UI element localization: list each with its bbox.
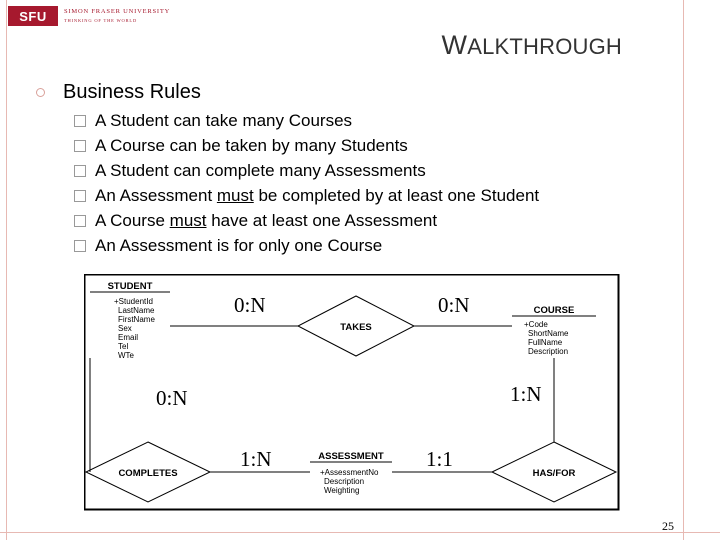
student-attribute: FirstName — [118, 315, 155, 324]
rule-item — [74, 233, 539, 258]
rule-emphasis: must — [216, 185, 254, 205]
course-attribute: ShortName — [528, 329, 569, 338]
cardinality-hasfor-assessment: 1:1 — [426, 447, 453, 471]
rule-item — [74, 208, 539, 233]
course-attribute: +Code — [524, 320, 548, 329]
relationship-takes-label: TAKES — [340, 322, 372, 333]
checkbox-bullet-icon — [74, 115, 86, 127]
assessment-attribute: Weighting — [324, 486, 360, 495]
rule-item — [74, 108, 539, 133]
student-attribute: LastName — [118, 306, 155, 315]
student-attribute: Email — [118, 333, 139, 342]
rule-item — [74, 133, 539, 158]
checkbox-bullet-icon — [74, 215, 86, 227]
rule-text: A Course can be taken by many Students — [95, 135, 408, 155]
entity-student-name: STUDENT — [107, 281, 153, 292]
main-bullet — [36, 81, 201, 104]
rule-text: An Assessment must be completed by at least one Student — [95, 185, 540, 205]
cardinality-completes-assessment: 1:N — [240, 447, 272, 471]
cardinality-completes-student: 0:N — [156, 386, 188, 410]
business-rules-list — [74, 108, 539, 258]
ring-bullet-icon — [36, 88, 45, 97]
main-bullet-text: Business Rules — [63, 81, 201, 103]
slide-title-initial: W — [441, 30, 468, 60]
rule-item — [74, 183, 539, 208]
cardinality-hasfor-course: 1:N — [510, 382, 542, 406]
slide-frame-bottom — [0, 532, 720, 533]
relationship-hasfor-label: HAS/FOR — [532, 468, 576, 479]
slide-title-rest: ALKTHROUGH — [467, 34, 622, 59]
checkbox-bullet-icon — [74, 165, 86, 177]
page-number: 25 — [662, 519, 674, 533]
checkbox-bullet-icon — [74, 240, 86, 252]
student-attribute: Tel — [118, 342, 129, 351]
student-attribute: Sex — [118, 324, 132, 333]
assessment-attribute: Description — [324, 477, 365, 486]
cardinality-takes-course: 0:N — [438, 293, 470, 317]
sfu-logo — [8, 6, 170, 26]
rule-item — [74, 158, 539, 183]
assessment-attribute: +AssessmentNo — [320, 468, 379, 477]
entity-assessment-name: ASSESSMENT — [318, 451, 384, 462]
sfu-logo-text — [64, 7, 170, 25]
course-attribute: Description — [528, 347, 569, 356]
slide-frame-left — [6, 0, 7, 540]
rule-emphasis: must — [169, 210, 207, 230]
rule-text: A Student can take many Courses — [95, 110, 353, 130]
cardinality-takes-student: 0:N — [234, 293, 266, 317]
sfu-logo-box: SFU — [8, 6, 58, 26]
er-diagram — [84, 274, 620, 516]
sfu-university-name: SIMON FRASER UNIVERSITY — [64, 8, 171, 15]
entity-course-name: COURSE — [533, 305, 575, 316]
student-attribute: +StudentId — [114, 297, 153, 306]
relationship-completes-label: COMPLETES — [118, 468, 178, 479]
rule-text: A Course must have at least one Assessment — [95, 210, 438, 230]
slide-title — [442, 30, 622, 61]
course-attribute: FullName — [528, 338, 563, 347]
checkbox-bullet-icon — [74, 190, 86, 202]
rule-text: A Student can complete many Assessments — [95, 160, 426, 180]
rule-text: An Assessment is for only one Course — [95, 235, 383, 255]
checkbox-bullet-icon — [74, 140, 86, 152]
slide-frame-right — [683, 0, 684, 540]
sfu-tagline: THINKING OF THE WORLD — [64, 18, 138, 23]
student-attribute: WTe — [118, 351, 134, 360]
er-diagram-canvas — [84, 274, 620, 511]
